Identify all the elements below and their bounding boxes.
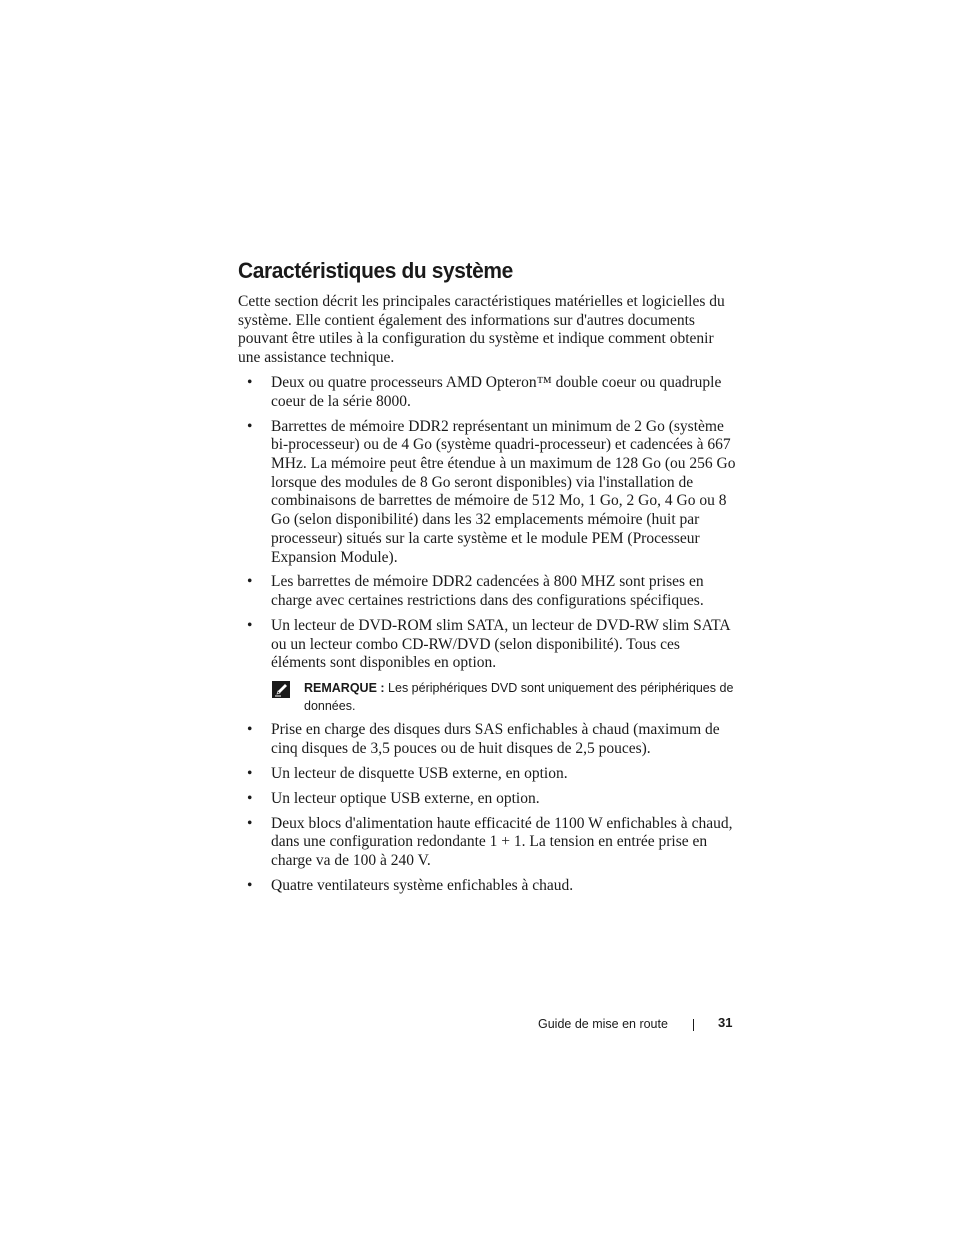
list-item-text: Un lecteur de disquette USB externe, en option.: [271, 764, 568, 782]
footer-guide-title: Guide de mise en route: [538, 1017, 668, 1031]
bullet: •: [247, 876, 253, 894]
bullet: •: [247, 764, 253, 782]
list-item: [238, 573, 738, 610]
list-item: [238, 721, 738, 758]
bullet: •: [247, 721, 253, 739]
list-item-text: Barrettes de mémoire DDR2 représentant un minimum de 2 Go (système bi-processeur) ou de 4 Go (système quadri-processeur) et cadencées à 667 MHz. La mémoire peut être étendue à un maximum de 128 Go (ou 256 Go lorsque des modules de 8 Go seront disponibles) via l'installation de combinaisons de barrettes de mémoire de 512 Mo, 1 Go, 2 Go, 4 Go ou 8 Go (selon disponibilité) dans les 32 emplacements mémoire (huit par processeur) situés sur la carte système et le module PEM (Processeur Expansion Module).: [271, 417, 736, 566]
note-box: [271, 679, 738, 715]
list-item: [238, 765, 738, 784]
list-item: [238, 617, 738, 673]
page-number: 31: [718, 1015, 733, 1030]
page-title: Caractéristiques du système: [238, 258, 513, 283]
note-label: REMARQUE :: [304, 681, 385, 696]
list-item-text: Deux ou quatre processeurs AMD Opteron™ double coeur ou quadruple coeur de la série 8000.: [271, 374, 722, 410]
list-item: [238, 374, 738, 411]
note-text: Les périphériques DVD sont uniquement des périphériques de données.: [304, 681, 734, 714]
bullet: •: [247, 573, 253, 591]
list-item-text: Un lecteur de DVD-ROM slim SATA, un lecteur de DVD-RW slim SATA ou un lecteur combo CD-RW/DVD (selon disponibilité). Tous ces éléments sont disponibles en option.: [271, 617, 730, 672]
list-item: [238, 815, 738, 871]
bullet: •: [247, 617, 253, 634]
bullet: •: [247, 374, 253, 391]
list-item-text: Prise en charge des disques durs SAS enfichables à chaud (maximum de cinq disques de 3,5 pouces ou de huit disques de 2,5 pouces).: [271, 721, 720, 757]
list-item-text: Deux blocs d'alimentation haute efficacité de 1100 W enfichables à chaud, dans une configuration redondante 1 + 1. La tension en entrée prise en charge va de 100 à 240 V.: [271, 814, 733, 870]
note-pencil-icon: [272, 681, 290, 698]
list-item-text: Quatre ventilateurs système enfichables à chaud.: [271, 876, 574, 894]
list-item-text: Les barrettes de mémoire DDR2 cadencées à 800 MHZ sont prises en charge avec certaines restrictions dans des configurations spécifiques.: [271, 573, 704, 610]
bullet: •: [247, 789, 253, 807]
footer-separator: [693, 1019, 694, 1031]
feature-list: [238, 374, 738, 902]
list-item: [238, 877, 738, 896]
bullet: •: [247, 417, 253, 435]
list-item: [238, 418, 738, 568]
list-item: [238, 790, 738, 809]
list-item-text: Un lecteur optique USB externe, en option.: [271, 789, 540, 807]
intro-paragraph: Cette section décrit les principales caractéristiques matérielles et logicielles du système. Elle contient également des informations sur d'autres documents pouvant être utiles à la configuration du système et indique comment obtenir une assistance technique.: [238, 293, 725, 367]
bullet: •: [247, 814, 253, 832]
